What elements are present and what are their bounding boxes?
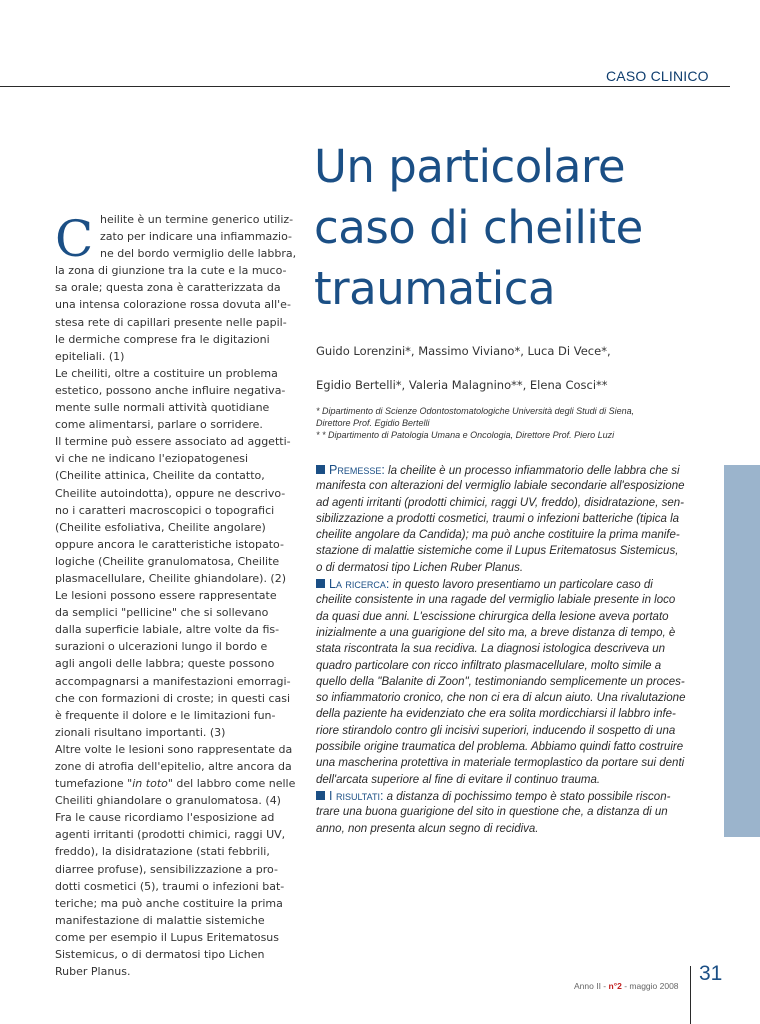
author-line: Egidio Bertelli*, Valeria Malagnino**, Elena Cosci** bbox=[316, 378, 608, 392]
body-line: logiche (Cheilite granulomatosa, Cheilite bbox=[55, 554, 280, 568]
abstract-heading-premesse: Premesse: bbox=[329, 463, 385, 477]
body-line: freddo), la disidratazione (stati febbrili, bbox=[55, 845, 270, 859]
header-rule bbox=[0, 86, 730, 87]
abstract-line: ad agenti irritanti (prodotti chimici, raggi UV, freddo), disidratazione, sen- bbox=[316, 496, 684, 509]
body-column bbox=[55, 211, 295, 980]
body-line: come alimentarsi, parlare o sorridere. bbox=[55, 418, 263, 432]
body-line: Fra le cause ricordiamo l'esposizione ad bbox=[55, 811, 275, 825]
abstract-text: la cheilite è un processo infiammatorio delle labbra che si bbox=[384, 465, 680, 477]
body-line: sa orale; questa zona è caratterizzata da bbox=[55, 281, 281, 295]
abstract-heading-risultati: I risultati: bbox=[329, 788, 384, 803]
bullet-square-icon bbox=[316, 579, 325, 588]
body-line: che con formazioni di croste; in questi casi bbox=[55, 691, 291, 705]
body-line: no i caratteri macroscopici o topografici bbox=[55, 503, 275, 517]
abstract-line: inizialmente a una guarigione del sito ma, a breve distanza di tempo, è bbox=[316, 626, 676, 639]
body-line: una intensa colorazione rossa dovuta all'e- bbox=[55, 298, 291, 312]
abstract-line: anno, non presenta alcun segno di recidiva. bbox=[316, 822, 539, 835]
abstract-line: o di dermatosi tipo Lichen Ruber Planus. bbox=[316, 561, 524, 574]
body-line: surazioni o ulcerazioni lungo il bordo e bbox=[55, 640, 268, 654]
body-line: zionali risultano importanti. (3) bbox=[55, 725, 226, 739]
abstract-line: quadro particolare con ricco infiltrato plasmacellulare, molto simile a bbox=[316, 659, 662, 672]
author-line: Guido Lorenzini*, Massimo Viviano*, Luca Di Vece*, bbox=[316, 344, 611, 358]
issue-text: Anno II - bbox=[574, 981, 609, 991]
abstract-line: cheilite angolare da Candida); ma può anche costituire la prima manife- bbox=[316, 529, 680, 542]
abstract-line: stazione di malattie sistemiche come il Lupus Eritematosus Sistemicus, bbox=[316, 545, 679, 558]
body-line: diarree profuse), sensibilizzazione a pro- bbox=[55, 862, 278, 876]
abstract-line: manifesta con alterazioni del vermiglio labiale secondarie all'esposizione bbox=[316, 480, 685, 493]
abstract bbox=[316, 462, 716, 837]
body-line: zato per indicare una infiammazio- bbox=[100, 230, 293, 244]
abstract-line: stata riscontrata la sua recidiva. La diagnosi istologica descriveva un bbox=[316, 643, 666, 656]
bullet-square-icon bbox=[316, 465, 325, 474]
body-line: teriche; ma può anche costituire la prima bbox=[55, 896, 283, 910]
body-line: Cheiliti ghiandolare o granulomatosa. (4) bbox=[55, 794, 281, 808]
affiliation-line: * Dipartimento di Scienze Odontostomatologiche Università degli Studi di Siena, bbox=[316, 406, 635, 416]
section-label: CASO CLINICO bbox=[606, 68, 709, 84]
body-line: da semplici "pellicine" che si sollevano bbox=[55, 606, 269, 620]
abstract-line: una mascherina protettiva in materiale termoplastico da portare sui denti bbox=[316, 757, 685, 770]
body-text: tumefazione " bbox=[55, 777, 133, 791]
page-number: 31 bbox=[699, 962, 723, 985]
abstract-line: da quasi due anni. L'escissione chirurgica della lesione aveva portato bbox=[316, 610, 669, 623]
abstract-heading-ricerca: La ricerca: bbox=[329, 577, 390, 592]
body-line: le dermiche comprese fra le digitazioni bbox=[55, 332, 270, 346]
body-line: dalla superficie labiale, altre volte da fis- bbox=[55, 623, 280, 637]
body-line: (Cheilite esfoliativa, Cheilite angolare) bbox=[55, 520, 266, 534]
abstract-text: in questo lavoro presentiamo un particolare caso di bbox=[389, 579, 653, 592]
affiliation-line: Direttore Prof. Egidio Bertelli bbox=[316, 418, 430, 428]
sidebar-color-block bbox=[724, 465, 760, 837]
body-line: manifestazione di malattie sistemiche bbox=[55, 913, 265, 927]
issue-info bbox=[574, 981, 679, 991]
body-line: vi che ne indicano l'eziopatogenesi bbox=[55, 452, 249, 466]
abstract-text: a distanza di pochissimo tempo è stato possibile riscon- bbox=[383, 790, 671, 803]
body-line: mente sulle normali attività quotidiane bbox=[55, 401, 270, 415]
body-line: plasmacellulare, Cheilite ghiandolare). (2) bbox=[55, 571, 287, 585]
issue-date: - maggio 2008 bbox=[621, 981, 679, 991]
issue-number: n°2 bbox=[608, 981, 622, 991]
body-line: dotti cosmetici (5), traumi o infezioni bat- bbox=[55, 879, 285, 893]
abstract-line: quello della "Balanite di Zoon", testimoniando semplicemente un proces- bbox=[316, 675, 685, 688]
body-line: zone di atrofia dell'epitelio, altre ancora da bbox=[55, 760, 292, 773]
drop-cap: C bbox=[55, 210, 94, 268]
affiliation-line: * * Dipartimento di Patologia Umana e Oncologia, Direttore Prof. Piero Luzi bbox=[316, 430, 615, 440]
abstract-line: della paziente ha evidenziato che era solita mordicchiarsi il labbro infe- bbox=[316, 708, 676, 721]
abstract-line: dell'arcata superiore al fine di evitare il continuo trauma. bbox=[316, 773, 601, 786]
body-line: epiteliali. (1) bbox=[55, 349, 125, 363]
abstract-line: trare una buona guarigione del sito in questione che, a distanza di un bbox=[316, 806, 668, 819]
body-line: come per esempio il Lupus Eritematosus bbox=[55, 930, 280, 944]
body-line: Le cheiliti, oltre a costituire un problema bbox=[55, 366, 278, 380]
body-line: Altre volte le lesioni sono rappresentate da bbox=[55, 742, 293, 756]
abstract-line: cheilite consistente in una ragade del vermiglio labiale presente in loco bbox=[316, 594, 676, 607]
bullet-square-icon bbox=[316, 791, 325, 800]
body-line: (Cheilite attinica, Cheilite da contatto, bbox=[55, 469, 265, 483]
body-line: agenti irritanti (prodotti chimici, raggi UV, bbox=[55, 828, 286, 842]
abstract-line bbox=[316, 788, 716, 804]
body-line bbox=[55, 211, 295, 228]
body-line: è frequente il dolore e le limitazioni fun- bbox=[55, 708, 276, 722]
body-line bbox=[55, 775, 295, 792]
abstract-line: sibilizzazione a prodotti cosmetici, traumi o infezioni batteriche (tipica la bbox=[316, 512, 680, 525]
body-text: " del labbro come nelle bbox=[167, 777, 296, 791]
body-line: la zona di giunzione tra la cute e la muco- bbox=[55, 264, 287, 278]
title-line: Un particolare bbox=[314, 140, 626, 193]
abstract-line: riore stirandolo contro gli incisivi superiori, inducendo il sospetto di una bbox=[316, 724, 676, 737]
article-title bbox=[314, 136, 734, 319]
footer-divider bbox=[690, 966, 691, 1024]
title-line: caso di cheilite bbox=[314, 201, 643, 254]
body-line: agli angoli delle labbra; queste possono bbox=[55, 657, 275, 671]
body-text: è un termine generico utiliz- bbox=[134, 213, 294, 226]
body-line: Le lesioni possono essere rappresentate bbox=[55, 589, 277, 603]
body-line: estetico, possono anche influire negativa- bbox=[55, 383, 286, 397]
body-line: Il termine può essere associato ad aggetti- bbox=[55, 435, 291, 449]
body-line: Sistemicus, o di dermatosi tipo Lichen bbox=[55, 948, 265, 962]
body-text: heilite bbox=[100, 213, 134, 226]
body-line: oppure ancora le caratteristiche istopato- bbox=[55, 537, 284, 551]
body-line: stesa rete di capillari presente nelle papil- bbox=[55, 315, 287, 329]
title-line: traumatica bbox=[314, 262, 556, 315]
abstract-line: possibile origine traumatica del problema. Abbiamo quindi fatto costruire bbox=[316, 741, 684, 754]
body-line: accompagnarsi a manifestazioni emorragi- bbox=[55, 674, 291, 688]
abstract-line: so infiammatorio cronico, che non ci era di alcun aiuto. Una rivalutazione bbox=[316, 692, 686, 705]
body-line: ne del bordo vermiglio delle labbra, bbox=[100, 247, 297, 261]
body-line: Cheilite autoindotta), oppure ne descrivo- bbox=[55, 486, 286, 500]
body-line: Ruber Planus. bbox=[55, 965, 131, 979]
abstract-line bbox=[316, 576, 716, 592]
abstract-line bbox=[316, 462, 716, 478]
affiliations bbox=[316, 405, 716, 441]
body-text-italic: in toto bbox=[132, 777, 168, 791]
